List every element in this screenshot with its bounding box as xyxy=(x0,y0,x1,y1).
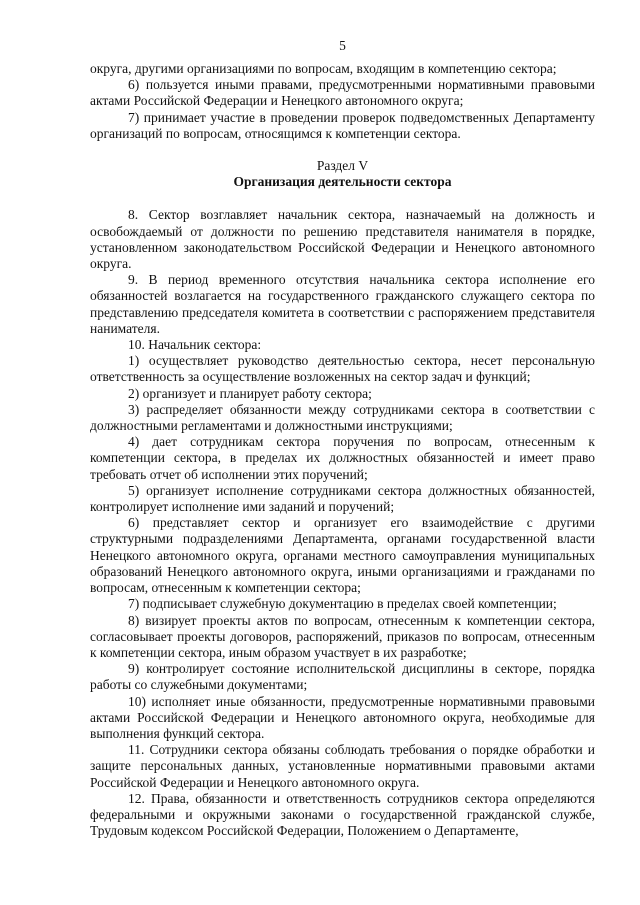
paragraph-10-item-2: 2) организует и планирует работу сектора; xyxy=(128,385,372,401)
paragraph-10-item-9: 9) контролирует состояние исполнительской дисциплины в секторе, порядка работы со служебными документами; xyxy=(90,661,595,693)
document-page xyxy=(90,38,595,839)
paragraph-10-item-5: 5) организует исполнение сотрудниками сектора должностных обязанностей, контролирует исполнение ими заданий и поручений; xyxy=(90,482,595,515)
paragraph-10-item-6: 6) представляет сектор и организует его взаимодействие с другими структурными подразделениями Департамента, органами государственной власти Ненецкого автономного округа, органами местного самоуправления муниципальных образований Ненецкого автономного округа, иными организациями и гражданами по вопросам, отнесенным к компетенции сектора; xyxy=(90,515,595,596)
paragraph-item-7: 7) принимает участие в проведении проверок подведомственных Департаменту организаций по вопросам, относящимся к компетенции сектора. xyxy=(90,109,595,141)
paragraph-10-item-7: 7) подписывает служебную документацию в пределах своей компетенции; xyxy=(128,596,557,612)
paragraph-continuation: округа, другими организациями по вопросам, входящим в компетенцию сектора; xyxy=(90,61,557,76)
paragraph-10-item-1: 1) осуществляет руководство деятельностью сектора, несет персональную ответственность за осуществление возложенных на сектор задач и функций; xyxy=(90,353,595,385)
paragraph-10-item-3: 3) распределяет обязанности между сотрудниками сектора в соответствии с должностными регламентами и должностными инструкциями; xyxy=(90,401,595,434)
paragraph-10-item-4: 4) дает сотрудникам сектора поручения по вопросам, отнесенным к компетенции сектора, в пределах их должностных обязанностей и имеет право требовать отчет об исполнении этих поручений; xyxy=(90,434,595,482)
paragraph-9: 9. В период временного отсутствия начальника сектора исполнение его обязанностей возлагается на государственного гражданского служащего сектора по представлению председателя комитета в соответствии с распоряжением представителя нанимателя. xyxy=(90,272,595,336)
paragraph-11: 11. Сотрудники сектора обязаны соблюдать требования о порядке обработки и защите персональных данных, установленные нормативными правовыми актами Российской Федерации и Ненецкого автономного округа. xyxy=(90,742,595,790)
section-heading xyxy=(90,158,595,190)
paragraph-10: 10. Начальник сектора: xyxy=(128,337,262,353)
paragraph-item-6: 6) пользуется иными правами, предусмотренными нормативными правовыми актами Российской Федерации и Ненецкого автономного округа; xyxy=(90,77,595,109)
paragraph-8: 8. Сектор возглавляет начальник сектора, назначаемый на должность и освобождаемый от должности по решению представителя нанимателя в порядке, установленном законодательством Российской Федерации и Ненецкого автономного округа. xyxy=(90,207,595,272)
paragraph-10-item-8: 8) визирует проекты актов по вопросам, отнесенным к компетенции сектора, согласовывает проекты договоров, распоряжений, приказов по вопросам, отнесенным к компетенции сектора, иным образом участвует в их разработке; xyxy=(90,612,595,660)
section-label: Раздел V xyxy=(316,158,369,174)
paragraph-10-item-10: 10) исполняет иные обязанности, предусмотренные нормативными правовыми актами Российской Федерации и Ненецкого автономного округа, необходимые для выполнения функций сектора. xyxy=(90,693,595,741)
section-title: Организация деятельности сектора xyxy=(233,174,452,190)
page-number: 5 xyxy=(339,38,346,53)
paragraph-12: 12. Права, обязанности и ответственность сотрудников сектора определяются федеральными и окружными законами о государственной гражданской службе, Трудовым кодексом Российской Федерации, Положением о Департаменте, xyxy=(90,790,595,839)
